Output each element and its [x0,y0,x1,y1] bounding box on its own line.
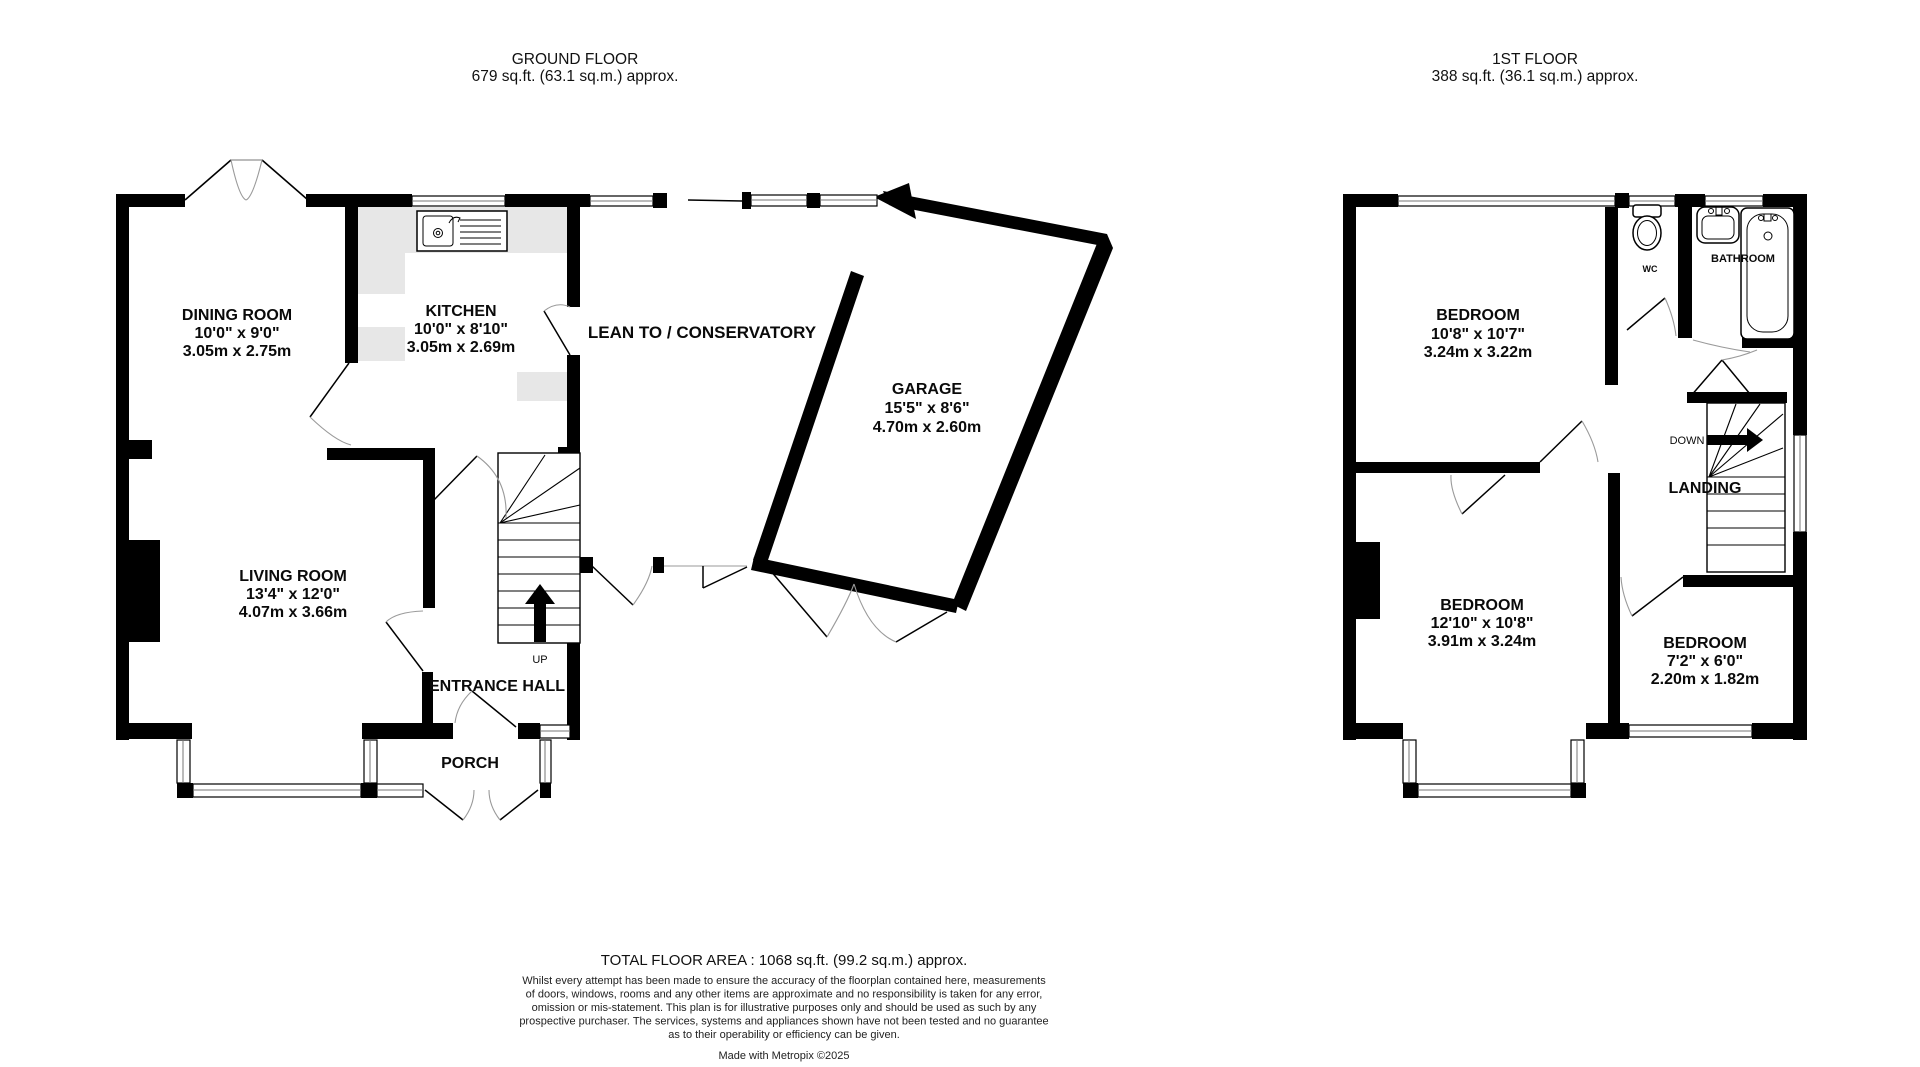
disclaimer-line-3: omission or mis-statement. This plan is for illustrative purposes only and should be used as such by any [531,1002,1037,1014]
living-room-label: LIVING ROOM [239,568,347,585]
first-floor-plan [1343,193,1807,798]
dining-room-size-metric: 3.05m x 2.75m [182,343,292,360]
disclaimer-line-1: Whilst every attempt has been made to ensure the accuracy of the floorplan contained here, measurements [522,975,1046,987]
stairs-up-label: UP [532,654,548,666]
disclaimer-line-5: as to their operability or efficiency can be given. [668,1029,900,1041]
bedroom3-size-imperial: 7'2" x 6'0" [1666,653,1744,670]
garage-size-metric: 4.70m x 2.60m [872,419,982,436]
first-floor-area: 388 sq.ft. (36.1 sq.m.) approx. [1431,68,1639,85]
kitchen-size-imperial: 10'0" x 8'10" [414,321,508,338]
metropix-credit: Made with Metropix ©2025 [718,1050,850,1062]
kitchen-label: KITCHEN [425,303,497,320]
lean-to-conservatory-label: LEAN TO / CONSERVATORY [587,323,817,342]
bedroom2-chimney-breast [1343,542,1380,619]
ground-floor-doors [310,305,947,820]
bedroom1-size-imperial: 10'8" x 10'7" [1431,326,1525,343]
dining-room-size-imperial: 10'0" x 9'0" [194,325,280,342]
wc-label: WC [1642,264,1658,274]
landing-label: LANDING [1668,480,1742,497]
footer [519,952,1048,1062]
bathroom-label: BATHROOM [1711,253,1775,265]
ground-floor-walls [116,192,820,798]
living-room-size-imperial: 13'4" x 12'0" [246,586,340,603]
living-room-chimney-breast [116,540,160,642]
kitchen-sink-icon [417,211,507,251]
bedroom3-label: BEDROOM [1663,635,1747,652]
ground-floor-labels [182,303,981,772]
ground-floor-title: GROUND FLOOR [511,51,639,68]
garage-label: GARAGE [891,381,963,398]
bedroom2-size-metric: 3.91m x 3.24m [1427,633,1537,650]
first-floor-title: 1ST FLOOR [1492,51,1578,68]
ground-floor-plan [116,160,1113,820]
dining-room-label: DINING ROOM [181,307,293,324]
bedroom1-size-metric: 3.24m x 3.22m [1423,344,1533,361]
bedroom1-label: BEDROOM [1436,307,1520,324]
bedroom2-size-imperial: 12'10" x 10'8" [1430,615,1534,632]
garage-walls [751,183,1113,613]
disclaimer-line-2: of doors, windows, rooms and any other items are approximate and no responsibility is taken for any error, [525,988,1043,1001]
porch-label: PORCH [441,755,499,772]
entrance-hall-label: ENTRANCE HALL [429,678,565,695]
disclaimer-line-4: prospective purchaser. The services, systems and appliances shown have not been tested and no guarantee [519,1015,1049,1028]
total-floor-area: TOTAL FLOOR AREA : 1068 sq.ft. (99.2 sq.m.) approx. [600,952,968,969]
toilet-icon [1633,205,1661,250]
ground-floor-area: 679 sq.ft. (63.1 sq.m.) approx. [471,68,679,85]
kitchen-size-metric: 3.05m x 2.69m [406,339,516,356]
bedroom3-size-metric: 2.20m x 1.82m [1650,671,1760,688]
garage-size-imperial: 15'5" x 8'6" [884,400,970,417]
staircase-up [498,453,580,643]
garage-door-arrow-icon [874,183,916,219]
bedroom2-label: BEDROOM [1440,597,1524,614]
bathtub-icon [1741,208,1794,339]
living-room-size-metric: 4.07m x 3.66m [238,604,348,621]
basin-icon [1697,207,1739,243]
stairs-down-label: DOWN [1669,435,1705,447]
dining-bay-window [185,160,308,200]
